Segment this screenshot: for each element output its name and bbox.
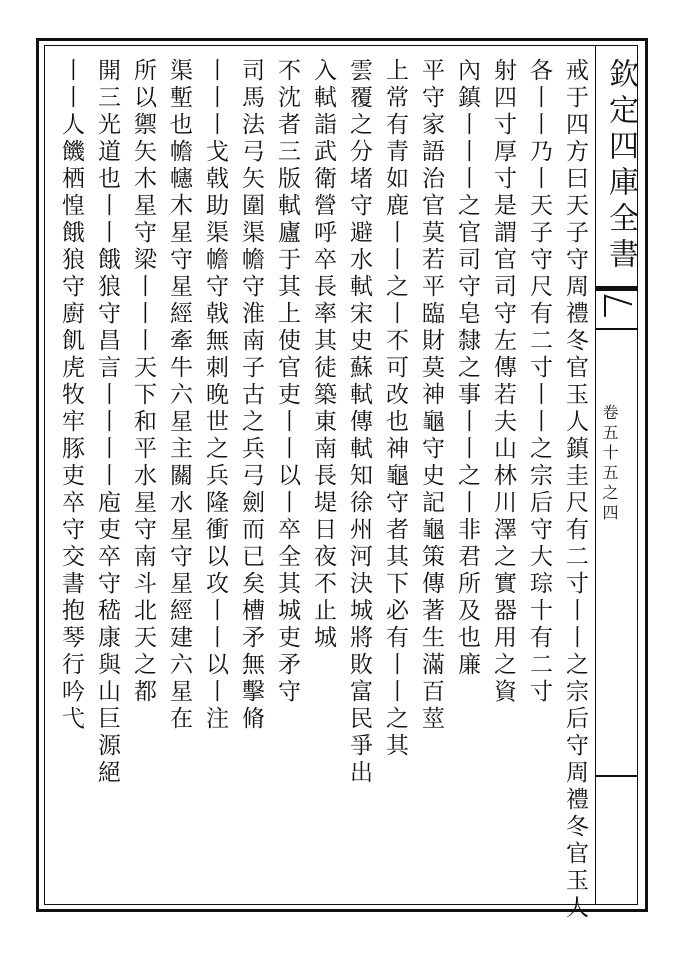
text-column-2: 各丨丨乃丨天子守尺有二寸丨丨之宗后守大琮十有二寸	[526, 58, 552, 706]
text-column-6: 上常有青如鹿丨丨之丨不可改也神龜守者其下必有丨丨之其	[382, 58, 408, 760]
text-column-4: 內鎮丨丨丨之官司守皂隸之事丨丨之丨非君所及也廉	[454, 58, 480, 679]
text-column-10: 司馬法弓矢圍渠幨守淮南子古之兵弓劍而已矣槽矛無擊脩	[238, 58, 264, 733]
text-column-14: 開三光道也丨丨餓狼守昌言丨丨丨丨庖吏卒守嵇康與山巨源絕	[94, 58, 120, 787]
volume-label: 卷五十五之四	[600, 404, 619, 524]
text-column-15: 丨丨人饑栖惶餓狼守廚飢虎牧牢豚吏卒守交書抱琴行吟弋	[58, 58, 84, 733]
text-column-9: 不沈者三版軾廬于其上使官吏丨丨以丨卒全其城吏矛守	[274, 58, 300, 706]
book-title: 欽定四庫全書	[603, 58, 638, 274]
text-column-1: 戒于四方曰天子守周禮冬官玉人鎮圭尺有二寸丨丨之宗后守周禮冬官玉人	[562, 58, 588, 922]
text-column-11: 丨丨丨戈戟助渠幨守戟無刺晚世之兵隆衝以攻丨丨以丨注	[202, 58, 228, 733]
text-column-12: 渠塹也幨幰木星守星經牽牛六星主關水星守星經建六星在	[166, 58, 192, 733]
fish-tail-mark	[596, 286, 638, 330]
text-column-13: 所以禦矢木星守梁丨丨丨天下和平水星守南斗北天之都	[130, 58, 156, 706]
margin-divider	[596, 775, 638, 777]
text-column-5: 平守家語治官莫若平臨財莫神龜守史記龜策傳著生滿百莖	[418, 58, 444, 733]
text-column-7: 雲覆之分堵守避水軾宋史蘇軾傳軾知徐州河決城將敗富民爭出	[346, 58, 372, 787]
text-column-3: 射四寸厚寸是謂官司守左傳若夫山林川澤之實器用之資	[490, 58, 516, 706]
text-column-8: 入軾詣武衛營呼卒長率其徒築東南長堤日夜不止城	[310, 58, 336, 652]
